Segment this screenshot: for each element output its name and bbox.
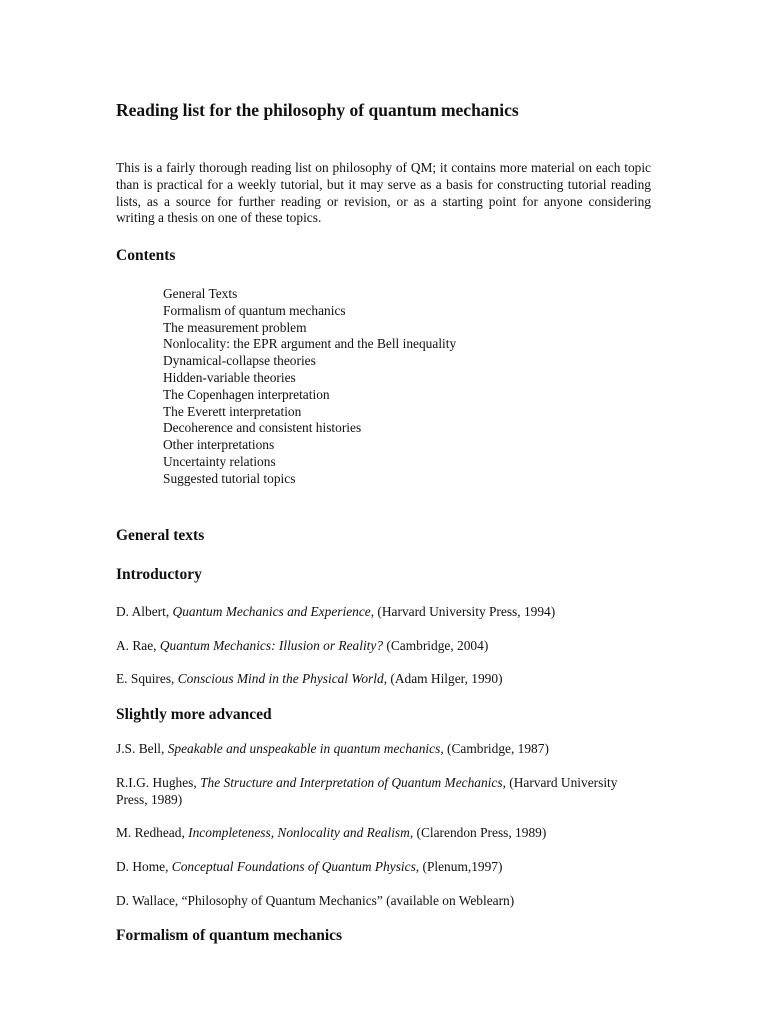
reference-author: M. Redhead, (116, 825, 189, 840)
contents-item: Hidden-variable theories (163, 369, 296, 385)
reference-entry (116, 604, 646, 621)
reference-title: The Structure and Interpretation of Quantum Mechanics (200, 775, 503, 790)
reference-title: Quantum Mechanics and Experience (172, 604, 371, 619)
reference-author: E. Squires, (116, 671, 178, 686)
reference-entry (116, 825, 646, 842)
reference-entry (116, 859, 646, 876)
contents-item: Decoherence and consistent histories (163, 420, 362, 436)
contents-item: The measurement problem (163, 319, 307, 335)
reference-publisher: , (Harvard University Press, 1994) (370, 604, 556, 619)
reference-author: R.I.G. Hughes, (116, 775, 201, 790)
reference-entry (116, 638, 646, 655)
contents-list (163, 286, 456, 488)
contents-item: The Everett interpretation (163, 403, 302, 419)
reference-title: Quantum Mechanics: Illusion or Reality? (159, 638, 384, 653)
contents-item: Dynamical-collapse theories (163, 353, 316, 369)
contents-item: The Copenhagen interpretation (163, 386, 330, 402)
contents-item: General Texts (163, 286, 238, 301)
formalism-heading: Formalism of quantum mechanics (116, 927, 343, 944)
reference-publisher: (Cambridge, 2004) (383, 638, 489, 653)
reference-publisher: , (Harvard University Press, 1989) (116, 775, 618, 807)
reference-author: A. Rae, (116, 638, 160, 653)
reference-publisher: , (Cambridge, 1987) (440, 741, 549, 756)
contents-item: Formalism of quantum mechanics (163, 302, 346, 318)
reference-entry (116, 741, 646, 758)
reference-publisher: , (Adam Hilger, 1990) (383, 671, 503, 686)
reference-publisher: , (Plenum,1997) (415, 859, 503, 874)
contents-item: Uncertainty relations (163, 453, 276, 469)
reference-title: Speakable and unspeakable in quantum mechanics (167, 741, 441, 756)
reference-author: D. Home, (116, 859, 172, 874)
contents-item: Other interpretations (163, 437, 275, 453)
reference-title: Conceptual Foundations of Quantum Physics (171, 859, 416, 874)
reference-publisher: , (Clarendon Press, 1989) (409, 825, 547, 840)
contents-item: Nonlocality: the EPR argument and the Bell inequality (163, 336, 457, 352)
contents-item: Suggested tutorial topics (163, 470, 296, 486)
reference-author: J.S. Bell, (116, 741, 168, 756)
document-title: Reading list for the philosophy of quantum mechanics (116, 100, 519, 120)
reference-title: Incompleteness, Nonlocality and Realism (188, 825, 410, 840)
advanced-heading: Slightly more advanced (116, 706, 272, 723)
introductory-heading: Introductory (116, 566, 202, 583)
reference-entry (116, 893, 646, 910)
reference-entry (116, 775, 646, 809)
intro-paragraph: This is a fairly thorough reading list on philosophy of QM; it contains more material on each topic than is practical for a weekly tutorial, but it may serve as a basis for constructing tutorial reading lists, as a source for further reading or revision, or as a starting point for anyone considering writing a thesis on one of these topics. (116, 160, 651, 226)
reference-title: Conscious Mind in the Physical World (177, 671, 384, 686)
reference-author: D. Albert, (116, 604, 173, 619)
general-texts-heading: General texts (116, 527, 205, 544)
contents-heading: Contents (116, 247, 176, 264)
reference-author: D. Wallace, “Philosophy of Quantum Mechanics” (available on Weblearn) (116, 893, 515, 908)
reference-entry (116, 671, 646, 688)
